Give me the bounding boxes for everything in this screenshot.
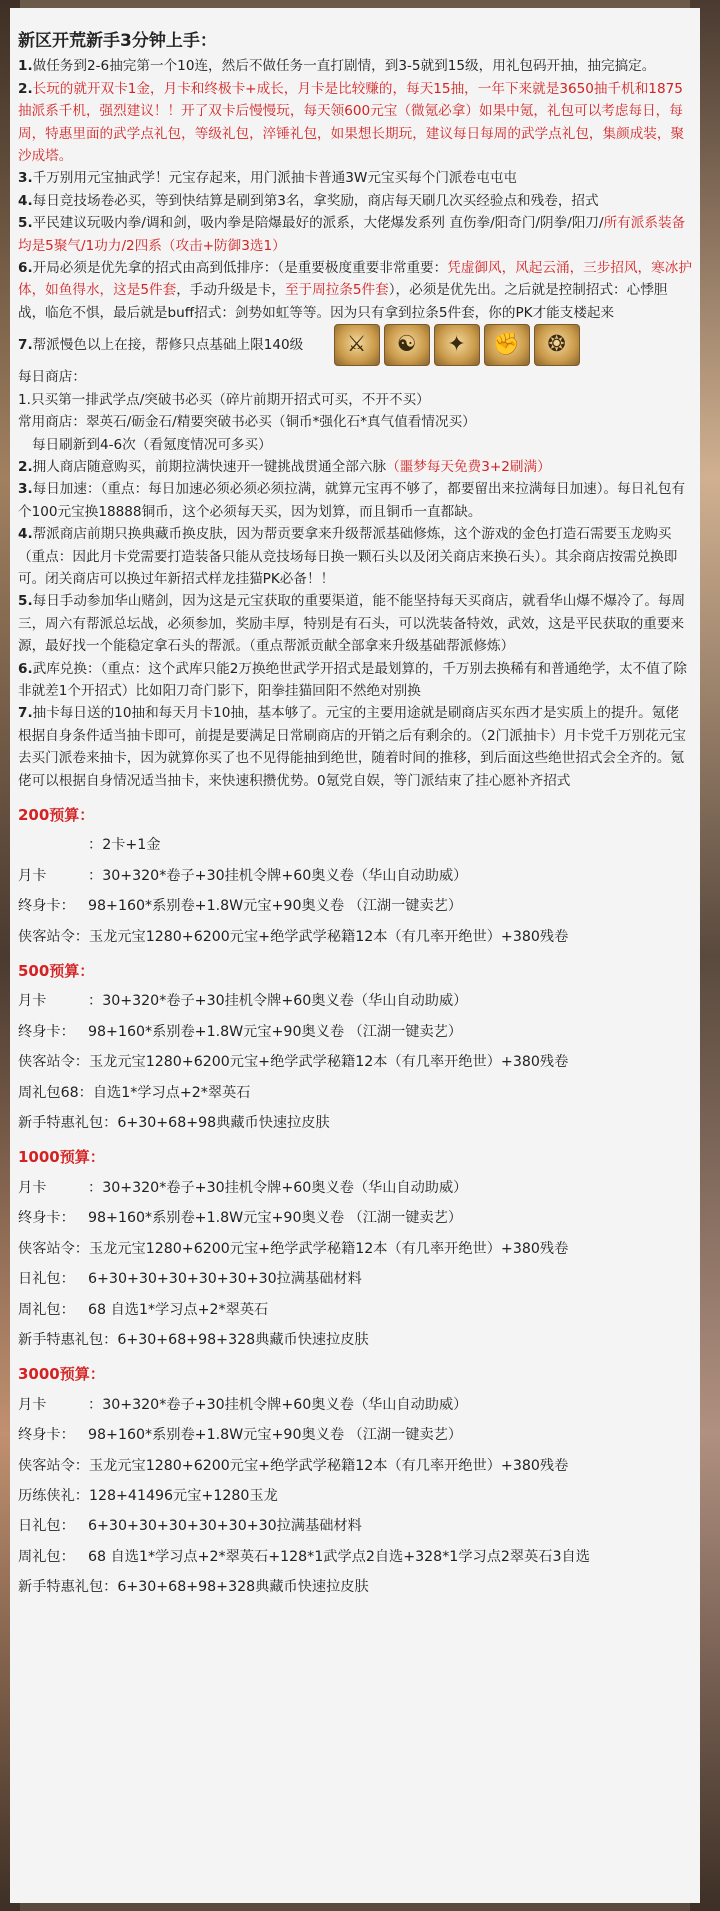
budget-line-text: 自选1*学习点+2*翠英石 <box>92 1084 251 1101</box>
guide-sheet <box>10 8 700 1903</box>
budget-tier-line <box>18 926 692 948</box>
tip-5: 5.平民建议玩吸内拳/调和剑，吸内拳是陪爆最好的派系，大佬爆发系列 直伤拳/阳奇门/阴拳/阳刀/所有派系装备均是5聚气/1功力/2四系（攻击+防御3选1） <box>18 215 686 254</box>
budget-line-label: 历练侠礼： <box>18 1487 89 1504</box>
budget-line-label: 侠客站令： <box>18 1054 89 1071</box>
budget-line-text: ：30+320*卷子+30挂机令牌+60奥义卷（华山自动助威） <box>88 1179 468 1196</box>
budget-line-text: ：30+320*卷子+30挂机令牌+60奥义卷（华山自动助威） <box>88 1396 468 1413</box>
budget-line-text: 玉龙元宝1280+6200元宝+绝学武学秘籍12本（有几率开绝世）+380残卷 <box>88 1240 569 1257</box>
budget-line-label: 新手特惠礼包： <box>18 1331 118 1348</box>
extra-tip-5: 5.每日手动参加华山赌剑，因为这是元宝获取的重要渠道，能不能坚持每天买商店，就看华山爆不爆冷了。每周三，周六有帮派总坛战，必须参加，奖励丰厚，特别是有石头，可以洗装备特效，武效，这是平民获取的重要来源，最好找一个能稳定拿石头的帮派。（重点帮派贡献全部拿来升级基础帮派修炼） <box>18 593 686 655</box>
budget-line-text: 98+160*系别卷+1.8W元宝+90奥义卷 （江湖一键卖艺） <box>88 898 463 915</box>
budget-line-label: 侠客站令： <box>18 1240 89 1257</box>
budget-line-label: 月卡 <box>18 1179 47 1196</box>
budget-tier-heading: 500预算： <box>18 962 95 981</box>
budget-line-label: 月卡 <box>18 1396 47 1413</box>
budget-tier-3 <box>18 1363 692 1598</box>
budget-line-text: ：30+320*卷子+30挂机令牌+60奥义卷（华山自动助威） <box>88 867 468 884</box>
budget-tier-line <box>18 1546 692 1568</box>
budget-line-text: 98+160*系别卷+1.8W元宝+90奥义卷 （江湖一键卖艺） <box>88 1427 463 1444</box>
budget-line-label: 新手特惠礼包： <box>18 1115 118 1132</box>
budget-line-text: 玉龙元宝1280+6200元宝+绝学武学秘籍12本（有几率开绝世）+380残卷 <box>88 1457 569 1474</box>
martial-arts-icon-row <box>334 324 580 366</box>
budget-line-text: 98+160*系别卷+1.8W元宝+90奥义卷 （江湖一键卖艺） <box>88 1023 463 1040</box>
budget-line-label: 终身卡： <box>18 1023 75 1040</box>
budget-tier-line <box>18 1576 692 1598</box>
budget-tier-line <box>18 1424 692 1446</box>
budget-line-text: 玉龙元宝1280+6200元宝+绝学武学秘籍12本（有几率开绝世）+380残卷 <box>88 1054 569 1071</box>
budget-tier-line <box>18 990 692 1012</box>
budget-line-text: 玉龙元宝1280+6200元宝+绝学武学秘籍12本（有几率开绝世）+380残卷 <box>88 928 569 945</box>
budget-tier-line <box>18 1082 692 1104</box>
extra-tip-6: 6.武库兑换：（重点：这个武库只能2万换绝世武学开招式是最划算的，千万别去换稀有和普通绝学，太不值了除非就差1个开招式）比如阳刀奇门影下，阳拳挂猫回阳不然绝对别换 <box>18 660 687 699</box>
budget-tier-line <box>18 1177 692 1199</box>
budget-tier-heading: 1000预算： <box>18 1148 105 1167</box>
budget-line-text: 68 自选1*学习点+2*翠英石+128*1武学点2自选+328*1学习点2翠英石3自选 <box>88 1548 590 1565</box>
budget-line-label: 周礼包： <box>18 1548 75 1565</box>
tip-4: 4.每日竞技场卷必买，等到快结算是刷到第3名，拿奖励，商店每天刷几次买经验点和残卷，招式 <box>18 192 599 209</box>
budget-line-label: 终身卡： <box>18 1427 75 1444</box>
budget-line-text: 6+30+68+98典藏币快速拉皮肤 <box>117 1115 330 1132</box>
budget-line-label: 周礼包： <box>18 1301 75 1318</box>
budget-line-label: 终身卡： <box>18 898 75 915</box>
budget-line-text: ：2卡+1金 <box>88 837 161 854</box>
martial-1-icon: ⚔ <box>334 324 380 366</box>
budget-tier-line <box>18 1329 692 1351</box>
budget-line-label: 侠客站令： <box>18 928 89 945</box>
tip-6: 6.开局必须是优先拿的招式由高到低排序：（是重要极度重要非常重要：凭虚御风，风起云涌，三步招风，寒冰护体，如鱼得水，这是5件套，手动升级是卡，至于周拉条5件套），必须是优先出。之后就是控制招式：心悸胆战，临危不惧，最后就是buff招式：剑势如虹等等。因为只有拿到拉条5件套，你的PK才能支楼起来 <box>18 260 692 321</box>
budget-tier-1 <box>18 960 692 1134</box>
budget-line-label: 侠客站令： <box>18 1457 89 1474</box>
budget-line-label: 月卡 <box>18 867 47 884</box>
daily-shop-item-3: 每日刷新到4-6次（看氪度情况可多买） <box>32 436 272 453</box>
budget-line-text: 6+30+68+98+328典藏币快速拉皮肤 <box>117 1579 369 1596</box>
budget-tier-line <box>18 1112 692 1134</box>
tip-3: 3.千万别用元宝抽武学！元宝存起来，用门派抽卡普通3W元宝买每个门派卷屯屯屯 <box>18 170 517 187</box>
extra-tip-4: 4.帮派商店前期只换典藏币换皮肤，因为帮贡要拿来升级帮派基础修炼，这个游戏的金色打造石需要玉龙购买（重点：因此月卡党需要打造装备只能从竞技场每日换一颗石头以及闭关商店来换石头）。其余商店按需兑换即可。闭关商店可以换过年新招式样龙挂猫PK必备！！ <box>18 526 678 587</box>
budget-line-text: 68 自选1*学习点+2*翠英石 <box>88 1301 269 1318</box>
budget-line-label: 新手特惠礼包： <box>18 1579 118 1596</box>
budget-tier-2 <box>18 1146 692 1351</box>
budget-tier-line <box>18 865 692 887</box>
martial-2-icon: ☯ <box>384 324 430 366</box>
budget-tier-line <box>18 1299 692 1321</box>
budget-tier-line <box>18 1051 692 1073</box>
daily-shop-item-2: 常用商店：翠英石/砺金石/精要突破书必买（铜币*强化石*真气值看情况买） <box>18 414 476 431</box>
budget-line-text: 6+30+30+30+30+30+30拉满基础材料 <box>88 1271 362 1288</box>
martial-5-icon: ❂ <box>534 324 580 366</box>
budget-tiers <box>18 804 692 1599</box>
budget-line-text: 6+30+30+30+30+30+30拉满基础材料 <box>88 1518 362 1535</box>
budget-tier-heading: 3000预算： <box>18 1365 105 1384</box>
budget-line-text: 128+41496元宝+1280玉龙 <box>88 1487 278 1504</box>
budget-line-text: 6+30+68+98+328典藏币快速拉皮肤 <box>117 1331 369 1348</box>
page-title: 新区开荒新手3分钟上手： <box>18 31 217 51</box>
budget-line-label: 周礼包68： <box>18 1084 93 1101</box>
extra-tip-3: 3.每日加速：（重点：每日加速必须必须必须拉满，就算元宝再不够了，都要留出来拉满每日加速）。每日礼包有个100元宝换18888铜币，这个必须每天买，因为划算，而且铜币一直都缺。 <box>18 481 686 520</box>
budget-line-label: 日礼包： <box>18 1518 75 1535</box>
budget-tier-line <box>18 895 692 917</box>
budget-tier-line <box>18 1021 692 1043</box>
tip-2: 2.长玩的就开双卡1金，月卡和终极卡+成长，月卡是比较赚的，每天15抽，一年下来就是3650抽千机和1875抽派系千机，强烈建议！！开了双卡后慢慢玩，每天领600元宝（微氪必拿）如果中氪，礼包可以考虑每日，每周，特惠里面的武学点礼包，等级礼包，淬锤礼包，如果想长期玩，建议每日每周的武学点礼包，集颜成装，聚沙成塔。 <box>18 80 685 165</box>
tip-1: 1.做任务到2-6抽完第一个10连，然后不做任务一直打剧情，到3-5就到15级，用礼包码开抽，抽完搞定。 <box>18 58 656 75</box>
budget-line-text: 98+160*系别卷+1.8W元宝+90奥义卷 （江湖一键卖艺） <box>88 1210 463 1227</box>
extra-tip-2: 2.拥人商店随意购买，前期拉满快速开一键挑战贯通全部六脉（噩梦每天免费3+2刷满） <box>18 458 551 475</box>
budget-tier-line <box>18 834 692 856</box>
martial-3-icon: ✦ <box>434 324 480 366</box>
extra-tip-7: 7.抽卡每日送的10抽和每天月卡10抽，基本够了。元宝的主要用途就是刷商店买东西才是实质上的提升。氪佬根据自身条件适当抽卡即可，前提是要满足日常刷商店的开销之后有剩余的。（2门派抽卡）月卡党千万别花元宝去买门派卷来抽卡，因为就算你买了也不见得能抽到绝世，随着时间的推移，到后面这些绝世招式会全齐的。氪佬可以根据自身情况适当抽卡，来快速积攒优势。0氪党自娱，等门派结束了挂心愿补齐招式 <box>18 705 686 789</box>
budget-line-text: ：30+320*卷子+30挂机令牌+60奥义卷（华山自动助威） <box>88 993 468 1010</box>
budget-line-label: 终身卡： <box>18 1210 75 1227</box>
budget-tier-line <box>18 1515 692 1537</box>
daily-shop-item-1: 1.只买第一排武学点/突破书必买（碎片前期开招式可买，不开不买） <box>18 391 430 408</box>
tip-7: 7.帮派慢色以上在接，帮修只点基础上限140级 ⚔ ☯ ✦ ✊ ❂ <box>18 324 692 366</box>
budget-tier-heading: 200预算： <box>18 806 95 824</box>
budget-tier-line <box>18 1485 692 1507</box>
budget-line-label: 日礼包： <box>18 1271 75 1288</box>
daily-shop-heading: 每日商店： <box>18 369 86 386</box>
budget-tier-line <box>18 1207 692 1229</box>
martial-4-icon: ✊ <box>484 324 530 366</box>
budget-tier-0 <box>18 804 692 948</box>
budget-tier-line <box>18 1455 692 1477</box>
budget-line-label: 月卡 <box>18 993 47 1010</box>
budget-tier-line <box>18 1394 692 1416</box>
budget-tier-line <box>18 1238 692 1260</box>
budget-tier-line <box>18 1268 692 1290</box>
